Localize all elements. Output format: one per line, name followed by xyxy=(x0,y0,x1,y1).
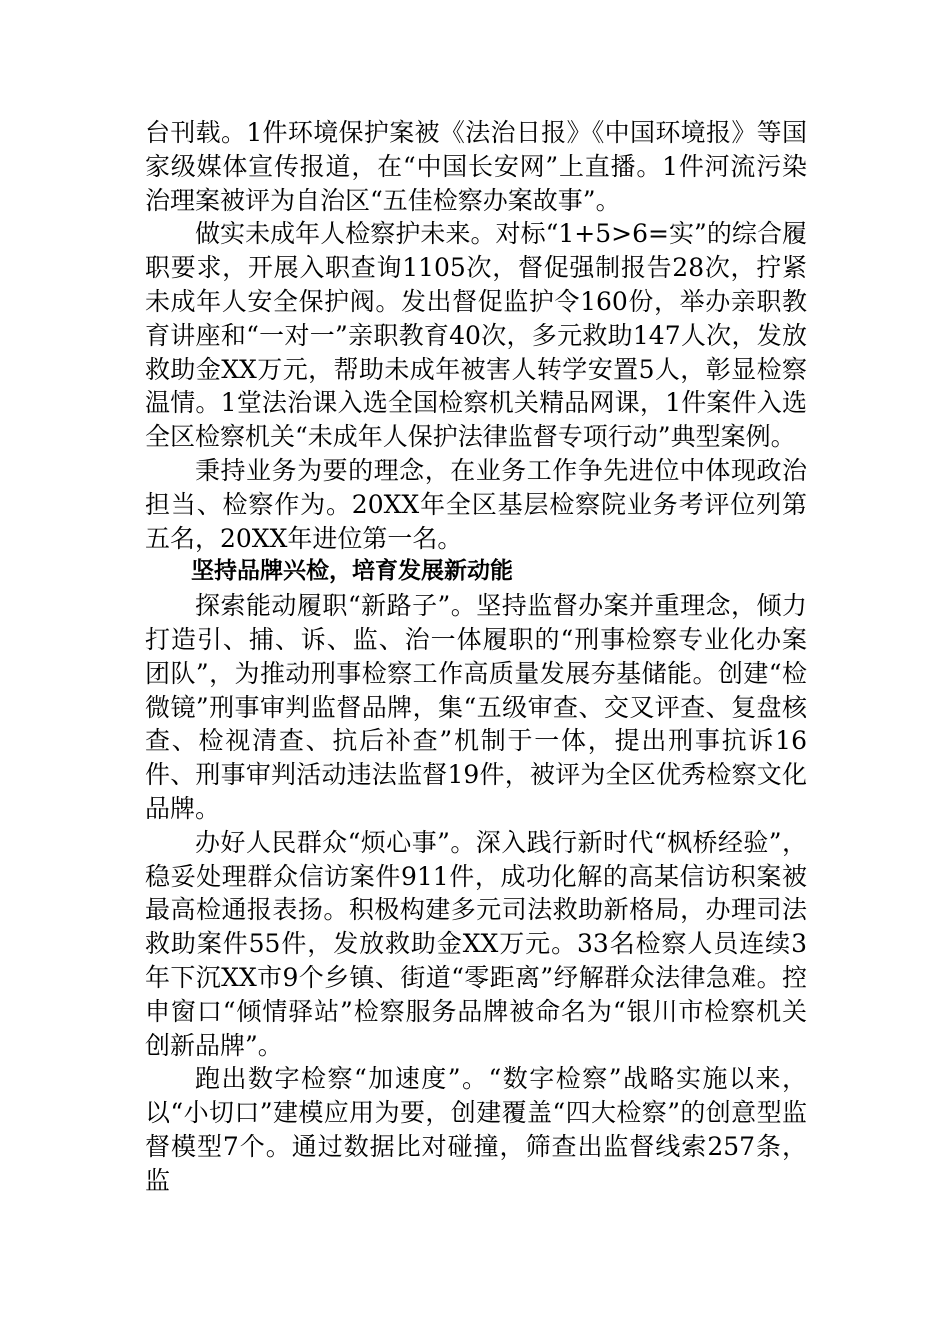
paragraph-new-path: 探索能动履职“新路子”。坚持监督办案并重理念，倾力打造引、捕、诉、监、治一体履职的“刑事检察专业化办案团队”，为推动刑事检察工作高质量发展夯基储能。创建“检微镜”刑事审判监督品牌，集“五级审查、交叉评查、复盘核查、检视清查、抗后补查”机制于一体，提出刑事抗诉16件、刑事审判活动违法监督19件，被评为全区优秀检察文化品牌。 xyxy=(145,591,807,823)
section-heading: 坚持品牌兴检，培育发展新动能 xyxy=(191,558,513,585)
paragraph-continuation: 台刊载。1件环境保护案被《法治日报》《中国环境报》等国家级媒体宣传报道，在“中国长安网”上直播。1件河流污染治理案被评为自治区“五佳检察办案故事”。 xyxy=(145,118,807,215)
paragraph-digital-prosecution: 跑出数字检察“加速度”。“数字检察”战略实施以来，以“小切口”建模应用为要，创建覆盖“四大检察”的创意型监督模型7个。通过数据比对碰撞，筛查出监督线索257条，监 xyxy=(145,1064,807,1195)
paragraph-business-ranking: 秉持业务为要的理念，在业务工作争先进位中体现政治担当、检察作为。20XX年全区基层检察院业务考评位列第五名，20XX年进位第一名。 xyxy=(145,455,807,553)
document-page xyxy=(145,116,807,1198)
paragraph-juvenile-prosecution: 做实未成年人检察护未来。对标“1+5>6=实”的综合履职要求，开展入职查询1105次，督促强制报告28次，拧紧未成年人安全保护阀。发出督促监护令160份，举办亲职教育讲座和“一对一”亲职教育40次，多元救助147人次，发放救助金XX万元，帮助未成年被害人转学安置5人，彰显检察温情。1堂法治课入选全国检察机关精品网课，1件案件入选全区检察机关“未成年人保护法律监督专项行动”典型案例。 xyxy=(145,219,807,452)
paragraph-public-concerns: 办好人民群众“烦心事”。深入践行新时代“枫桥经验”，稳妥处理群众信访案件911件，成功化解的高某信访积案被最高检通报表扬。积极构建多元司法救助新格局，办理司法救助案件55件，发放救助金XX万元。33名检察人员连续3年下沉XX市9个乡镇、街道“零距离”纾解群众法律急难。控申窗口“倾情驿站”检察服务品牌被命名为“银川市检察机关创新品牌”。 xyxy=(145,827,807,1060)
